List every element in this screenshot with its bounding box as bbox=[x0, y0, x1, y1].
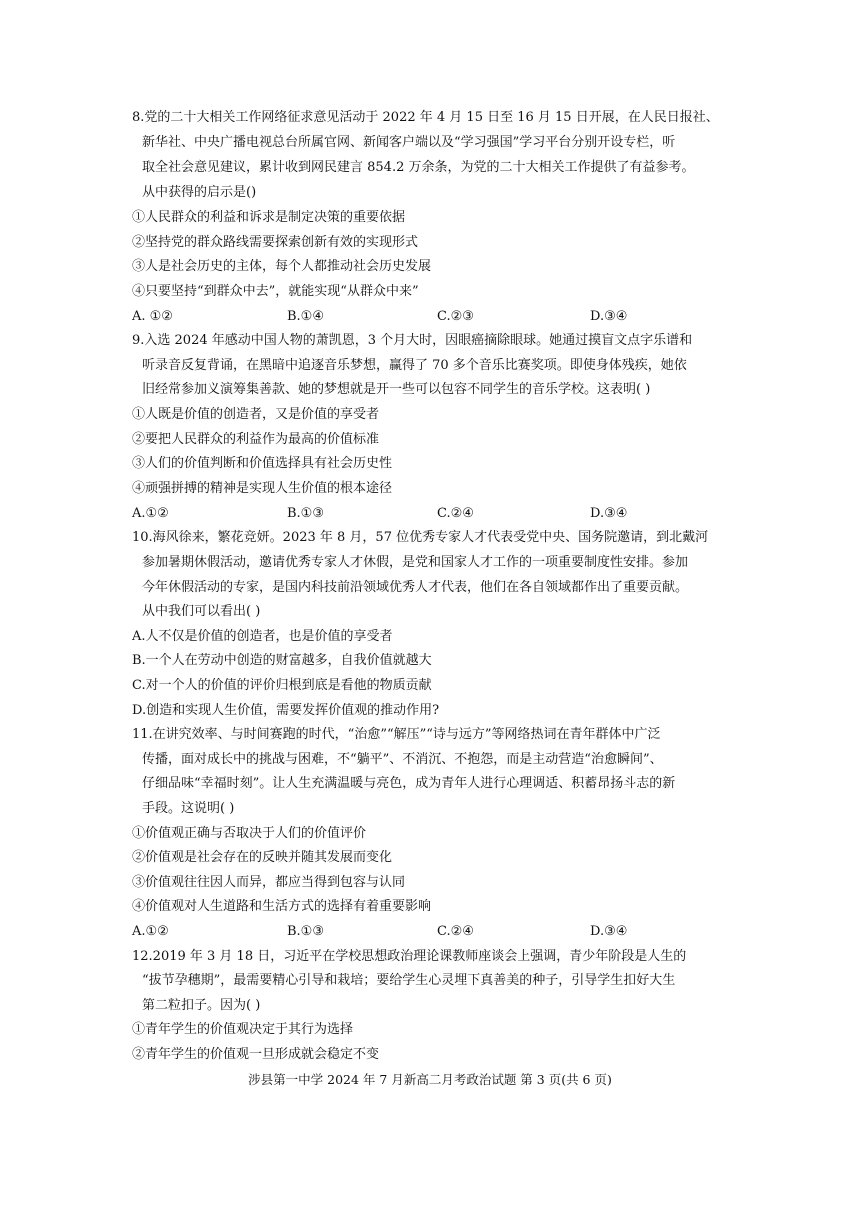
question-9-stem: 9.入选 2024 年感动中国人物的萧凯恩，3 个月大时，因眼癌摘除眼球。她通过摸盲文点字乐谱和 bbox=[132, 333, 693, 348]
choice-d: D.创造和实现人生价值，需要发挥价值观的推动作用? bbox=[132, 703, 440, 718]
statement-3: ③价值观往往因人而异，都应当得到包容与认同 bbox=[132, 875, 406, 890]
choice-a: A.①② bbox=[132, 924, 169, 939]
question-8-stem: 8.党的二十大相关工作网络征求意见活动于 2022 年 4 月 15 日至 16 月 15 日开展，在人民日报社、 bbox=[132, 110, 719, 125]
choice-d: D.③④ bbox=[590, 506, 628, 521]
question-11-prompt: 手段。这说明( ) bbox=[142, 801, 235, 816]
statement-3: ③人是社会历史的主体，每个人都推动社会历史发展 bbox=[132, 259, 432, 274]
statement-2: ②坚持党的群众路线需要探索创新有效的实现形式 bbox=[132, 235, 419, 250]
choice-b: B.①④ bbox=[287, 309, 324, 324]
question-10-stem: 今年休假活动的专家，是国内科技前沿领域优秀人才代表，他们在各自领域都作出了重要贡献。 bbox=[142, 580, 689, 595]
choice-c: C.②④ bbox=[437, 506, 474, 521]
statement-1: ①人民群众的利益和诉求是制定决策的重要依据 bbox=[132, 210, 406, 225]
page-footer: 涉县第一中学 2024 年 7 月新高二月考政治试题 第 3 页(共 6 页) bbox=[248, 1072, 612, 1087]
statement-2: ②要把人民群众的利益作为最高的价值标准 bbox=[132, 432, 380, 447]
choice-a: A. ①② bbox=[132, 309, 173, 324]
answer-choices bbox=[132, 924, 652, 940]
answer-choices bbox=[132, 506, 652, 522]
choice-d: D.③④ bbox=[590, 309, 628, 324]
question-12-prompt: 第二粒扣子。因为( ) bbox=[142, 998, 261, 1013]
choice-c: C.对一个人的价值的评价归根到底是看他的物质贡献 bbox=[132, 678, 432, 693]
question-8-prompt: 从中获得的启示是() bbox=[142, 185, 257, 200]
question-12-stem: “拔节孕穗期”，最需要精心引导和栽培；要给学生心灵埋下真善美的种子，引导学生扣好大生 bbox=[142, 973, 676, 988]
statement-2: ②青年学生的价值观一旦形成就会稳定不变 bbox=[132, 1047, 380, 1062]
question-11-stem: 仔细品味“幸福时刻”。让人生充满温暖与亮色，成为青年人进行心理调适、积蓄昂扬斗志的新 bbox=[142, 776, 676, 791]
statement-2: ②价值观是社会存在的反映并随其发展而变化 bbox=[132, 850, 393, 865]
question-10-prompt: 从中我们可以看出( ) bbox=[142, 604, 261, 619]
choice-b: B.一个人在劳动中创造的财富越多，自我价值就越大 bbox=[132, 653, 432, 668]
question-10-stem: 参加暑期休假活动，邀请优秀专家人才休假，是党和国家人才工作的一项重要制度性安排。参加 bbox=[142, 555, 689, 570]
choice-a: A.①② bbox=[132, 506, 169, 521]
choice-c: C.②④ bbox=[437, 924, 474, 939]
question-8-stem: 新华社、中央广播电视总台所属官网、新闻客户端以及“学习强国”学习平台分别开设专栏，听 bbox=[142, 135, 676, 150]
question-11-stem: 传播，面对成长中的挑战与困难，不“躺平”、不消沉、不抱怨，而是主动营造“治愈瞬间”、 bbox=[142, 752, 663, 767]
choice-b: B.①③ bbox=[287, 924, 324, 939]
question-9-prompt: 旧经常参加义演筹集善款、她的梦想就是开一些可以包容不同学生的音乐学校。这表明( ) bbox=[142, 382, 651, 397]
statement-1: ①青年学生的价值观决定于其行为选择 bbox=[132, 1022, 354, 1037]
statement-1: ①价值观正确与否取决于人们的价值评价 bbox=[132, 826, 367, 841]
question-12-stem: 12.2019 年 3 月 18 日，习近平在学校思想政治理论课教师座谈会上强调，青少年阶段是人生的 bbox=[132, 949, 687, 964]
statement-4: ④价值观对人生道路和生活方式的选择有着重要影响 bbox=[132, 899, 432, 914]
choice-b: B.①③ bbox=[287, 506, 324, 521]
statement-1: ①人既是价值的创造者，又是价值的享受者 bbox=[132, 407, 380, 422]
answer-choices bbox=[132, 309, 652, 325]
statement-4: ④只要坚持“到群众中去”，就能实现“从群众中来” bbox=[132, 284, 419, 299]
choice-c: C.②③ bbox=[437, 309, 474, 324]
statement-3: ③人们的价值判断和价值选择具有社会历史性 bbox=[132, 456, 393, 471]
question-10-stem: 10.海风徐来，繁花竞妍。2023 年 8 月，57 位优秀专家人才代表受党中央、国务院邀请，到北戴河 bbox=[132, 530, 709, 545]
question-9-stem: 听录音反复背诵，在黑暗中追逐音乐梦想，赢得了 70 多个音乐比赛奖项。即使身体残疾，她依 bbox=[142, 358, 687, 373]
question-11-stem: 11.在讲究效率、与时间赛跑的时代，“治愈”“解压”“诗与远方”等网络热词在青年群体中广泛 bbox=[132, 727, 661, 742]
question-8-stem: 取全社会意见建议，累计收到网民建言 854.2 万余条，为党的二十大相关工作提供了有益参考。 bbox=[142, 160, 695, 175]
statement-4: ④顽强拼搏的精神是实现人生价值的根本途径 bbox=[132, 481, 393, 496]
choice-d: D.③④ bbox=[590, 924, 628, 939]
choice-a: A.人不仅是价值的创造者，也是价值的享受者 bbox=[132, 629, 393, 644]
